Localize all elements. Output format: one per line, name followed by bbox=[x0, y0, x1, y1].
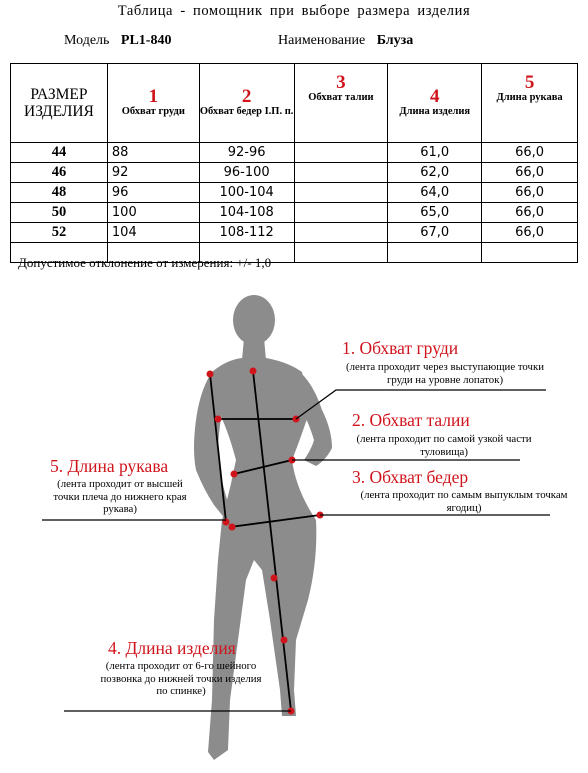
cell-waist bbox=[294, 163, 388, 183]
model-value: PL1-840 bbox=[120, 33, 172, 48]
table-header-row bbox=[11, 64, 578, 143]
cell-hips: 108-112 bbox=[199, 223, 294, 243]
cell-length: 64,0 bbox=[388, 183, 482, 203]
cell-empty bbox=[482, 243, 578, 263]
table-row bbox=[11, 143, 578, 163]
cell-hips: 104-108 bbox=[199, 203, 294, 223]
cell-length: 61,0 bbox=[388, 143, 482, 163]
cell-size: 50 bbox=[11, 203, 108, 223]
product-name-value: Блуза bbox=[376, 33, 414, 48]
annotation-hips-note: (лента проходит по самым выпуклым точкам ягодиц) bbox=[360, 489, 568, 514]
product-name-row bbox=[278, 33, 413, 49]
column-header-size: РАЗМЕР ИЗДЕЛИЯ bbox=[11, 64, 108, 143]
cell-length: 65,0 bbox=[388, 203, 482, 223]
annotation-waist-title: 2. Обхват талии bbox=[352, 410, 470, 430]
cell-chest: 92 bbox=[107, 163, 199, 183]
cell-size: 52 bbox=[11, 223, 108, 243]
column-header-sleeve: 5 Длина рукава bbox=[482, 64, 578, 143]
column-header-waist: 3 Обхват талии bbox=[294, 64, 388, 143]
cell-chest: 88 bbox=[107, 143, 199, 163]
cell-chest: 96 bbox=[107, 183, 199, 203]
cell-size: 48 bbox=[11, 183, 108, 203]
annotation-chest-title: 1. Обхват груди bbox=[342, 338, 459, 358]
cell-hips: 96-100 bbox=[199, 163, 294, 183]
cell-sleeve: 66,0 bbox=[482, 143, 578, 163]
cell-waist bbox=[294, 223, 388, 243]
cell-length: 62,0 bbox=[388, 163, 482, 183]
annotation-waist-note: (лента проходит по самой узкой части туловища) bbox=[356, 433, 532, 458]
cell-size: 44 bbox=[11, 143, 108, 163]
cell-chest: 100 bbox=[107, 203, 199, 223]
cell-waist bbox=[294, 143, 388, 163]
column-header-chest: 1 Обхват груди bbox=[107, 64, 199, 143]
cell-sleeve: 66,0 bbox=[482, 163, 578, 183]
table-row bbox=[11, 223, 578, 243]
model-row bbox=[64, 33, 171, 49]
cell-sleeve: 66,0 bbox=[482, 203, 578, 223]
table-row bbox=[11, 203, 578, 223]
cell-hips: 92-96 bbox=[199, 143, 294, 163]
page-title: Таблица - помощник при выборе размера изделия bbox=[117, 3, 471, 19]
cell-waist bbox=[294, 183, 388, 203]
size-table bbox=[10, 63, 578, 263]
cell-waist bbox=[294, 203, 388, 223]
column-header-hips: 2 Обхват бедер I.П. п. bbox=[199, 64, 294, 143]
annotation-length-title: 4. Длина изделия bbox=[108, 638, 236, 658]
cell-size: 46 bbox=[11, 163, 108, 183]
model-label: Модель bbox=[64, 33, 110, 48]
column-header-length: 4 Длина изделия bbox=[388, 64, 482, 143]
cell-empty bbox=[294, 243, 388, 263]
annotation-hips-title: 3. Обхват бедер bbox=[352, 467, 469, 487]
table-row bbox=[11, 163, 578, 183]
tolerance-note: Допустимое отклонение от измерения: +/- 1,0 bbox=[18, 255, 272, 270]
cell-empty bbox=[388, 243, 482, 263]
cell-chest: 104 bbox=[107, 223, 199, 243]
table-row bbox=[11, 183, 578, 203]
annotation-sleeve-title: 5. Длина рукава bbox=[50, 456, 169, 476]
cell-length: 67,0 bbox=[388, 223, 482, 243]
product-name-label: Наименование bbox=[278, 33, 366, 48]
annotation-length-note: (лента проходит от 6-го шейного позвонка до нижней точки изделия по спинке) bbox=[100, 660, 262, 697]
cell-sleeve: 66,0 bbox=[482, 183, 578, 203]
cell-sleeve: 66,0 bbox=[482, 223, 578, 243]
cell-hips: 100-104 bbox=[199, 183, 294, 203]
annotation-sleeve-note: (лента проходит от высшей точки плеча до нижнего края рукава) bbox=[53, 478, 187, 515]
annotation-chest-note: (лента проходит через выступающие точки груди на уровне лопаток) bbox=[346, 361, 544, 386]
